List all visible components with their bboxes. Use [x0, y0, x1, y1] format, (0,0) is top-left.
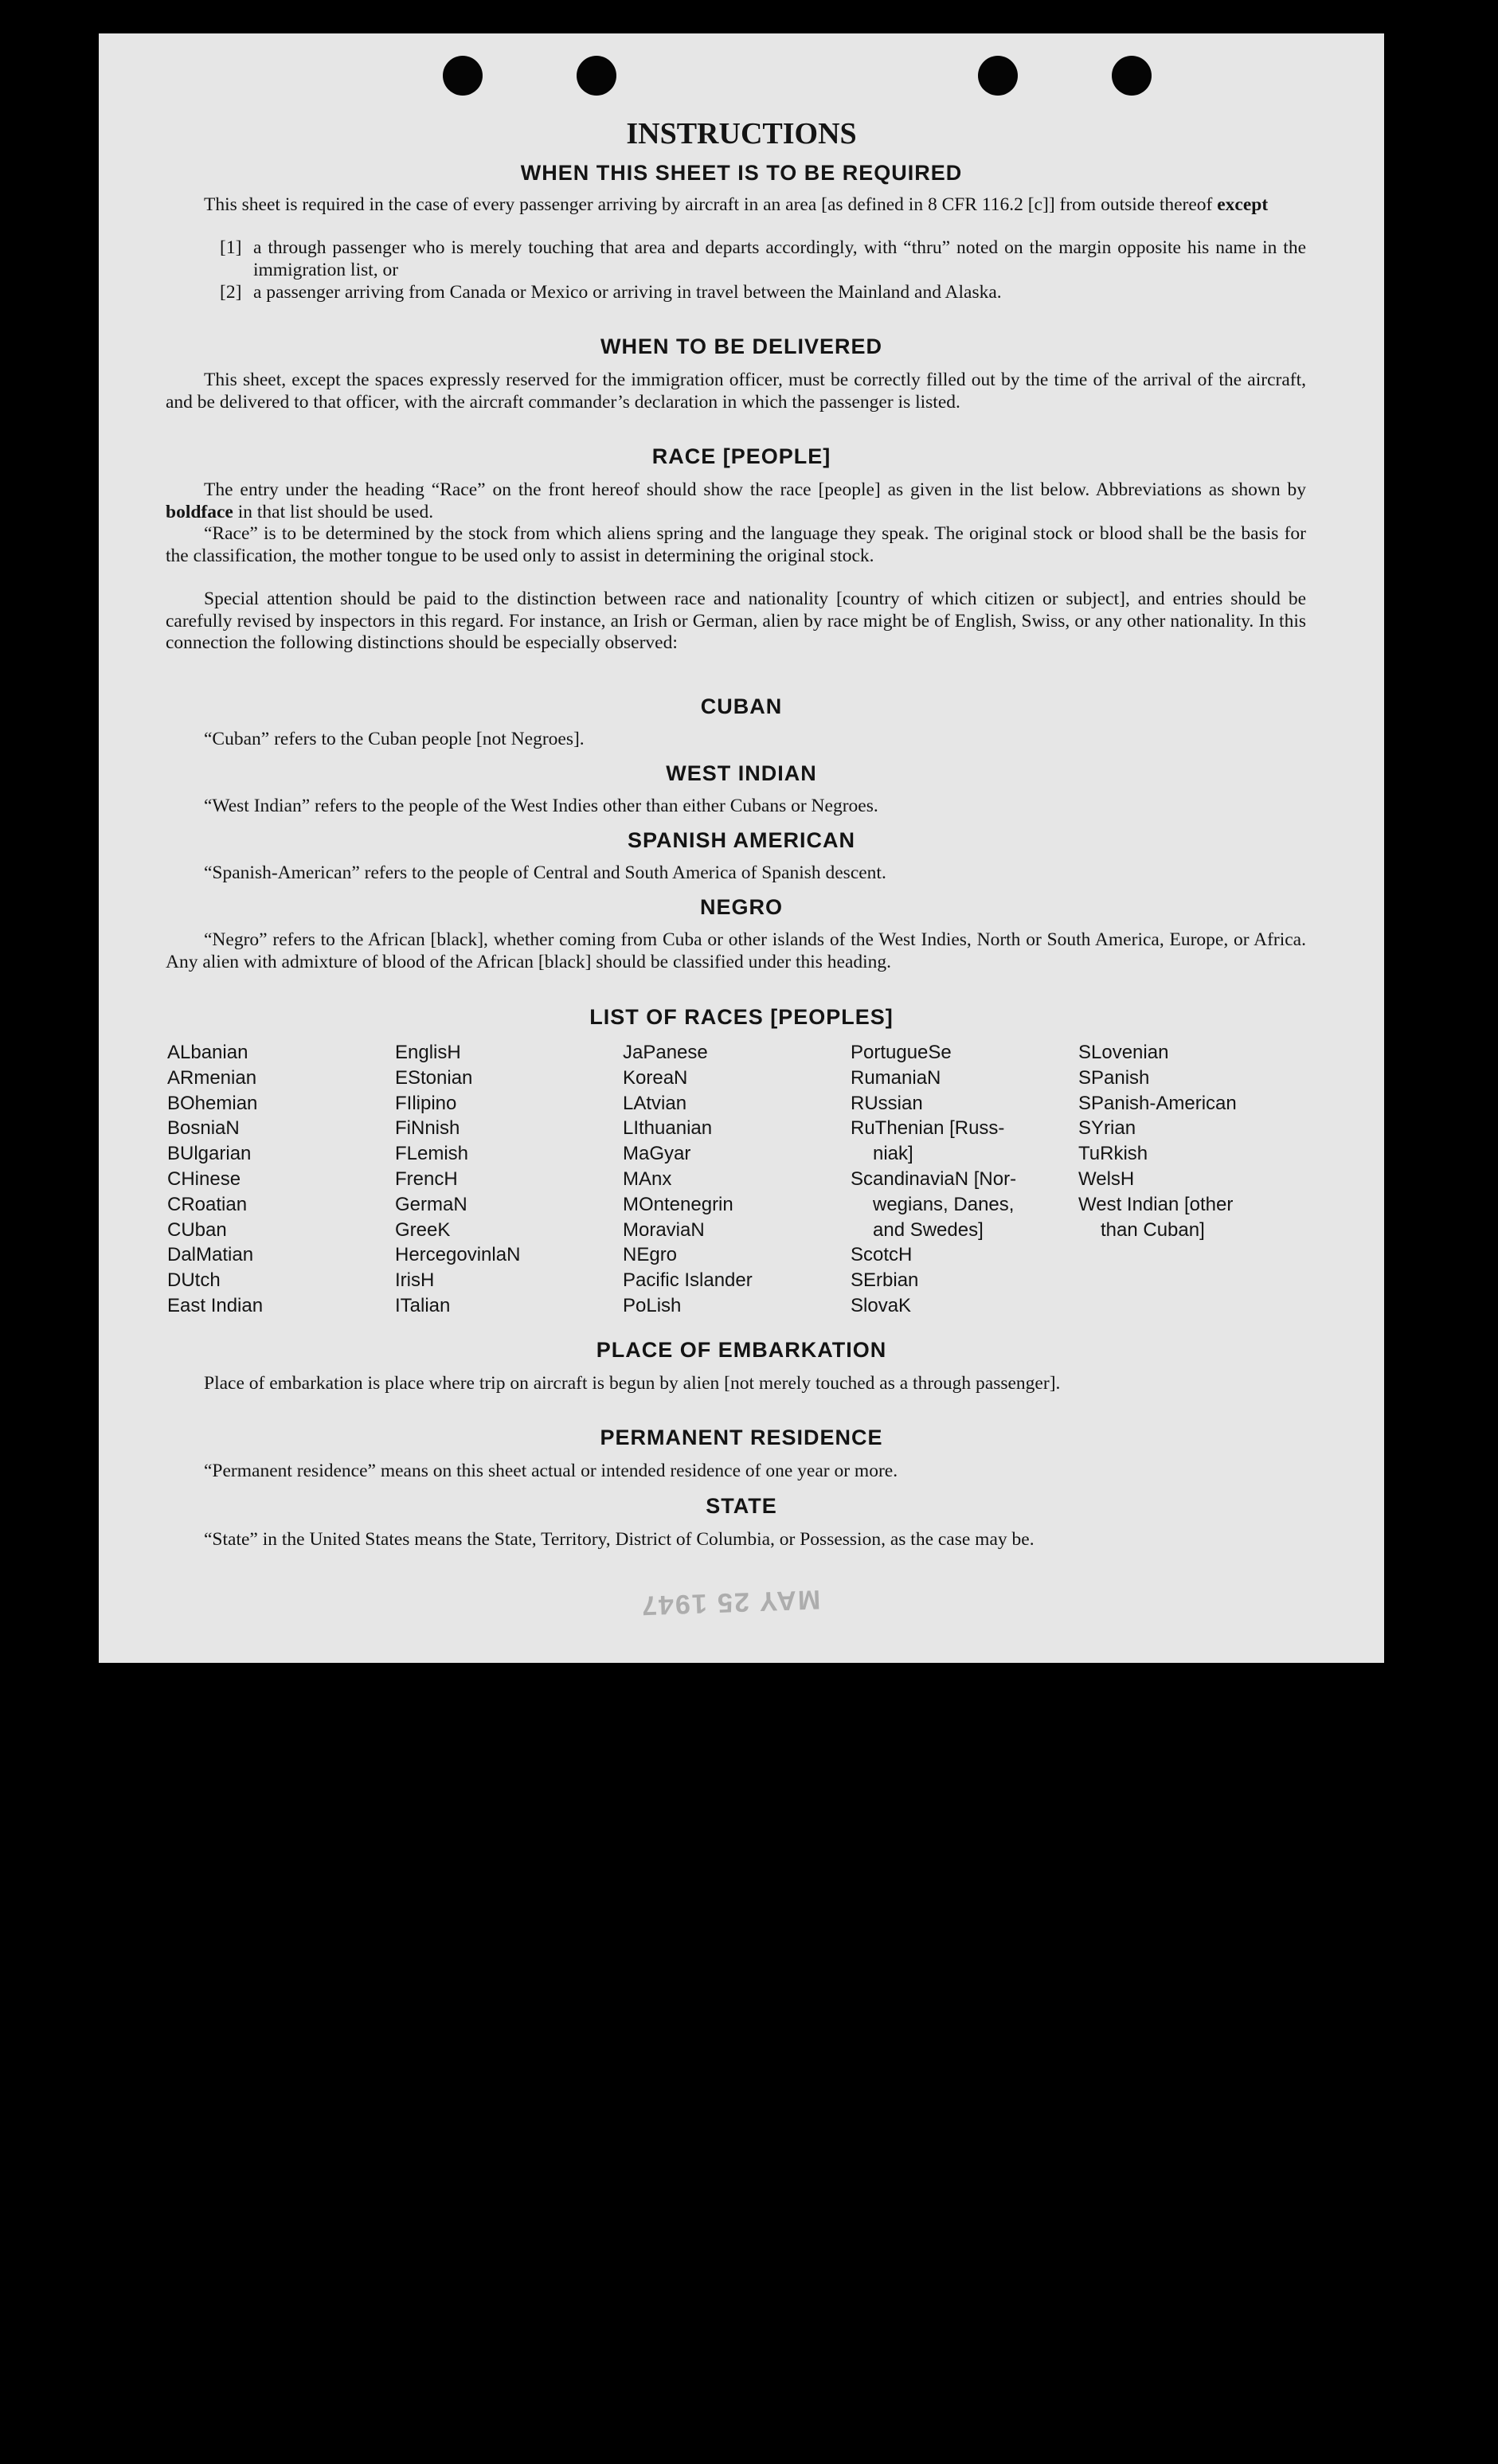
races-column [1078, 1040, 1309, 1242]
race-entry: niak] [873, 1143, 913, 1165]
race-entry: East Indian [167, 1294, 264, 1316]
race-entry: GreeK [395, 1218, 451, 1241]
race-paragraph-1: The entry under the heading “Race” on the front hereof should show the race [people] as given in the list below. Abbreviations as shown by boldface in that list should be used. [166, 479, 1306, 522]
race-entry: RuThenian [Russ- [851, 1117, 1005, 1140]
race-entry: EnglisH [395, 1042, 461, 1063]
races-column [167, 1040, 398, 1319]
heading-when-delivered: WHEN TO BE DELIVERED [600, 334, 883, 358]
heading-west-indian: WEST INDIAN [666, 761, 817, 785]
west-indian-text: “West Indian” refers to the people of the West Indies other than either Cubans or Negroes. [204, 796, 878, 816]
date-stamp: MAY 25 1947 [639, 1584, 821, 1621]
heading-when-required: WHEN THIS SHEET IS TO BE REQUIRED [520, 161, 963, 185]
races-column [395, 1040, 626, 1319]
race-entry: JaPanese [623, 1042, 708, 1063]
punch-hole [978, 56, 1018, 96]
race-entry: NEgro [623, 1244, 678, 1266]
races-column [851, 1040, 1081, 1319]
race-entry: CHinese [167, 1167, 241, 1190]
race-entry: ITalian [395, 1294, 451, 1316]
race-entry: FrencH [395, 1167, 458, 1190]
punch-hole [1112, 56, 1152, 96]
race-entry: CUban [167, 1218, 227, 1241]
race-entry: LAtvian [623, 1092, 687, 1114]
race-entry: SPanish-American [1078, 1092, 1237, 1114]
instruction-sheet [99, 33, 1384, 1663]
page-title: INSTRUCTIONS [626, 117, 857, 151]
race-entry: PortugueSe [851, 1042, 952, 1063]
spanish-american-text: “Spanish-American” refers to the people of Central and South America of Spanish descent. [204, 862, 886, 883]
race-entry: ARmenian [167, 1066, 257, 1089]
race-entry: DUtch [167, 1269, 221, 1292]
race-entry: BosniaN [167, 1117, 240, 1140]
heading-embarkation: PLACE OF EMBARKATION [596, 1338, 887, 1362]
races-column [623, 1040, 854, 1319]
heading-list-of-races: LIST OF RACES [PEOPLES] [589, 1005, 894, 1029]
race-entry: BOhemian [167, 1092, 258, 1114]
exception-item: [2] a passenger arriving from Canada or Mexico or arriving in travel between the Mainland and Alaska. [220, 282, 1002, 303]
punch-hole [443, 56, 483, 96]
race-entry: RumaniaN [851, 1066, 941, 1089]
race-entry: KoreaN [623, 1066, 688, 1089]
race-entry: WelsH [1078, 1167, 1135, 1190]
exception-item: [1] a through passenger who is merely touching that area and departs accordingly, with “thru” noted on the margin opposite his name in the immigration list, or [220, 237, 1306, 280]
heading-cuban: CUBAN [700, 694, 783, 718]
race-entry: EStonian [395, 1066, 473, 1089]
embarkation-text: Place of embarkation is place where trip on aircraft is begun by alien [not merely touched as a through passenger]. [204, 1373, 1061, 1394]
cuban-text: “Cuban” refers to the Cuban people [not Negroes]. [204, 729, 585, 749]
race-entry: than Cuban] [1101, 1218, 1205, 1241]
race-entry: SLovenian [1078, 1042, 1169, 1063]
race-entry: LIthuanian [623, 1117, 713, 1140]
race-entry: RUssian [851, 1092, 923, 1114]
race-entry: MaGyar [623, 1143, 691, 1165]
race-entry: SPanish [1078, 1066, 1150, 1089]
race-entry: wegians, Danes, [873, 1193, 1015, 1215]
race-entry: MoraviaN [623, 1218, 705, 1241]
heading-spanish-american: SPANISH AMERICAN [627, 828, 855, 852]
punch-hole [577, 56, 616, 96]
race-entry: TuRkish [1078, 1143, 1148, 1165]
state-text: “State” in the United States means the State, Territory, District of Columbia, or Possession, as the case may be. [204, 1529, 1035, 1550]
heading-permanent-residence: PERMANENT RESIDENCE [600, 1426, 883, 1449]
race-entry: and Swedes] [873, 1218, 984, 1241]
negro-text: “Negro” refers to the African [black], whether coming from Cuba or other islands of the West Indies, North or South America, Europe, or Africa. Any alien with admixture of blood of the African [black] should be classified under this heading. [166, 929, 1306, 972]
race-entry: ScotcH [851, 1244, 913, 1266]
race-entry: FIlipino [395, 1092, 457, 1114]
heading-state: STATE [706, 1494, 777, 1518]
race-entry: FLemish [395, 1143, 469, 1165]
race-entry: FiNnish [395, 1117, 460, 1140]
race-entry: IrisH [395, 1269, 435, 1292]
race-entry: ALbanian [167, 1042, 248, 1063]
race-entry: HercegovinlaN [395, 1244, 521, 1266]
race-entry: SYrian [1078, 1117, 1136, 1140]
race-entry: Pacific Islander [623, 1269, 753, 1292]
race-paragraph-2: “Race” is to be determined by the stock from which aliens spring and the language they speak. The original stock or blood shall be the basis for the classification, the mother tongue to be used only to assist in determining the original stock. [166, 523, 1306, 566]
race-entry: ScandinaviaN [Nor- [851, 1167, 1017, 1190]
race-entry: PoLish [623, 1294, 682, 1316]
heading-race: RACE [PEOPLE] [651, 444, 831, 468]
race-entry: West Indian [other [1078, 1193, 1234, 1215]
race-entry: GermaN [395, 1193, 467, 1215]
heading-negro: NEGRO [699, 895, 783, 919]
race-entry: DalMatian [167, 1244, 254, 1266]
race-entry: CRoatian [167, 1193, 248, 1215]
race-entry: MAnx [623, 1167, 672, 1190]
when-required-intro: This sheet is required in the case of every passenger arriving by aircraft in an area [as defined in 8 CFR 116.2 [c]] from outside thereof except [204, 194, 1269, 215]
race-paragraph-3: Special attention should be paid to the distinction between race and nationality [country of which citizen or subject], and entries should be carefully revised by inspectors in this regard. For instance, an Irish or German, alien by race might be of English, Swiss, or any other nationality. In this connection the following distinctions should be especially observed: [166, 589, 1306, 653]
race-entry: SErbian [851, 1269, 919, 1292]
residence-text: “Permanent residence” means on this sheet actual or intended residence of one year or more. [204, 1461, 898, 1481]
race-entry: SlovaK [851, 1294, 912, 1316]
when-delivered-text: This sheet, except the spaces expressly reserved for the immigration officer, must be correctly filled out by the time of the arrival of the aircraft, and be delivered to that officer, with the aircraft commander’s declaration in which the passenger is listed. [166, 370, 1306, 413]
race-entry: BUlgarian [167, 1143, 252, 1165]
race-entry: MOntenegrin [623, 1193, 733, 1215]
